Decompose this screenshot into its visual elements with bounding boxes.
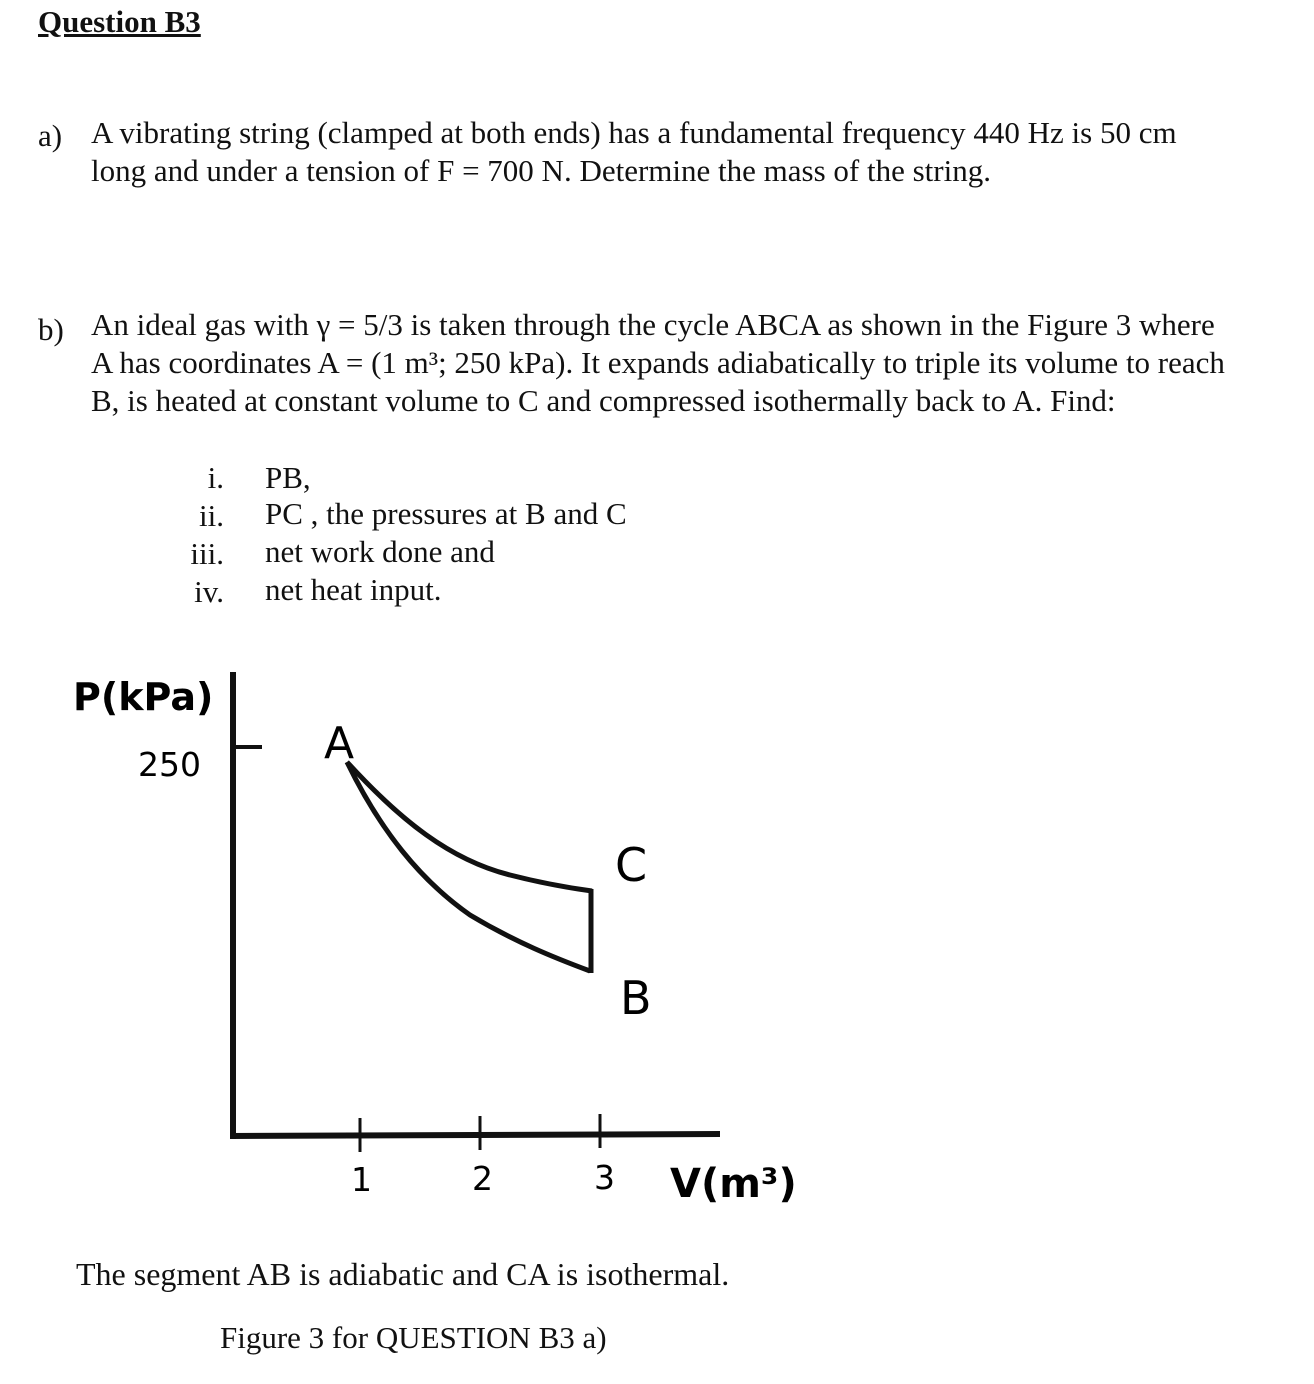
figure-caption: Figure 3 for QUESTION B3 a) [220,1320,607,1355]
question-title: Question B3 [38,4,201,39]
item-text: PC , the pressures at B and C [265,496,627,531]
item-number: ii. [199,498,224,533]
part-b-line-1: An ideal gas with γ = 5/3 is taken through the cycle ABCA as shown in the Figure 3 where [91,307,1215,342]
item-number: iii. [190,536,224,571]
part-a-line-1: A vibrating string (clamped at both ends) has a fundamental frequency 440 Hz is 50 cm [91,115,1177,150]
item-text: PB, [265,460,311,495]
point-c-label: C [615,838,648,892]
item-number: iv. [194,574,224,609]
part-b-line-3: B, is heated at constant volume to C and compressed isothermally back to A. Find: [91,383,1116,418]
y-axis-label: P(kPa) [73,675,214,719]
point-b-label: B [620,971,652,1025]
adiabatic-curve-ab [347,762,590,971]
x-tick-label-1: 1 [351,1160,372,1199]
item-number: i. [207,460,224,495]
y-tick-label: 250 [138,745,201,784]
part-a-label: a) [38,118,63,153]
x-tick-label-3: 3 [594,1158,615,1197]
part-b-label: b) [38,312,64,347]
x-axis-label: V(m³) [670,1161,797,1207]
point-a-label: A [324,718,355,769]
part-b-line-2: A has coordinates A = (1 m³; 250 kPa). It expands adiabatically to triple its volume to reach [91,345,1225,380]
x-tick-label-2: 2 [472,1159,493,1198]
part-a-line-2: long and under a tension of F = 700 N. Determine the mass of the string. [91,153,991,188]
x-axis [230,1134,720,1136]
item-text: net work done and [265,534,495,569]
figure-note: The segment AB is adiabatic and CA is isothermal. [76,1256,730,1292]
pv-diagram [0,640,900,1220]
item-text: net heat input. [265,572,442,607]
